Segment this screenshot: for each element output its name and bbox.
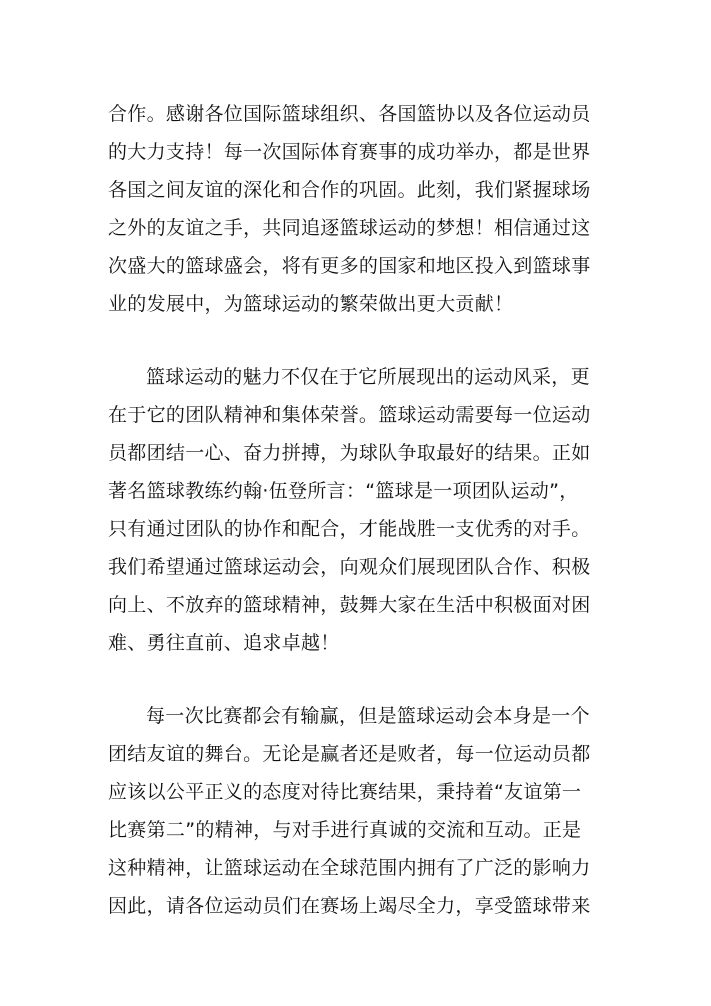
paragraph-2-line-8: 难、勇往直前、追求卓越！ [108,632,340,654]
paragraph-2-line-7: 向上、不放弃的篮球精神，鼓舞大家在生活中积极面对困 [108,594,591,616]
paragraph-1-line-3: 各国之间友谊的深化和合作的巩固。此刻，我们紧握球场 [108,179,591,201]
paragraph-2-line-3: 员都团结一心、奋力拼搏，为球队争取最好的结果。正如 [108,442,591,464]
paragraph-3-line-6: 因此，请各位运动员们在赛场上竭尽全力，享受篮球带来 [108,895,591,917]
paragraph-1-line-5: 次盛大的篮球盛会，将有更多的国家和地区投入到篮球事 [108,255,591,277]
paragraph-3-line-5: 这种精神，让篮球运动在全球范围内拥有了广泛的影响力 [108,857,591,879]
paragraph-1-line-1: 合作。感谢各位国际篮球组织、各国篮协以及各位运动员 [108,103,591,125]
paragraph-3-line-2: 团结友谊的舞台。无论是赢者还是败者，每一位运动员都 [108,743,591,765]
paragraph-3-line-3: 应该以公平正义的态度对待比赛结果，秉持着“友谊第一 [108,781,582,803]
paragraph-3-line-4: 比赛第二”的精神，与对手进行真诚的交流和互动。正是 [108,819,582,841]
paragraph-1-line-2: 的大力支持！每一次国际体育赛事的成功举办，都是世界 [108,141,591,163]
paragraph-1-line-6: 业的发展中，为篮球运动的繁荣做出更大贡献！ [108,293,514,315]
paragraph-2-line-2: 在于它的团队精神和集体荣誉。篮球运动需要每一位运动 [108,404,591,426]
paragraph-2-line-1: 篮球运动的魅力不仅在于它所展现出的运动风采，更 [146,366,590,388]
paragraph-3-line-1: 每一次比赛都会有输赢，但是篮球运动会本身是一个 [146,705,590,727]
paragraph-1-line-4: 之外的友谊之手，共同追逐篮球运动的梦想！相信通过这 [108,217,591,239]
paragraph-2-line-5: 只有通过团队的协作和配合，才能战胜一支优秀的对手。 [108,518,591,540]
paragraph-2-line-6: 我们希望通过篮球运动会，向观众们展现团队合作、积极 [108,556,591,578]
paragraph-2-line-4: 著名篮球教练约翰·伍登所言：“篮球是一项团队运动”， [108,480,579,502]
